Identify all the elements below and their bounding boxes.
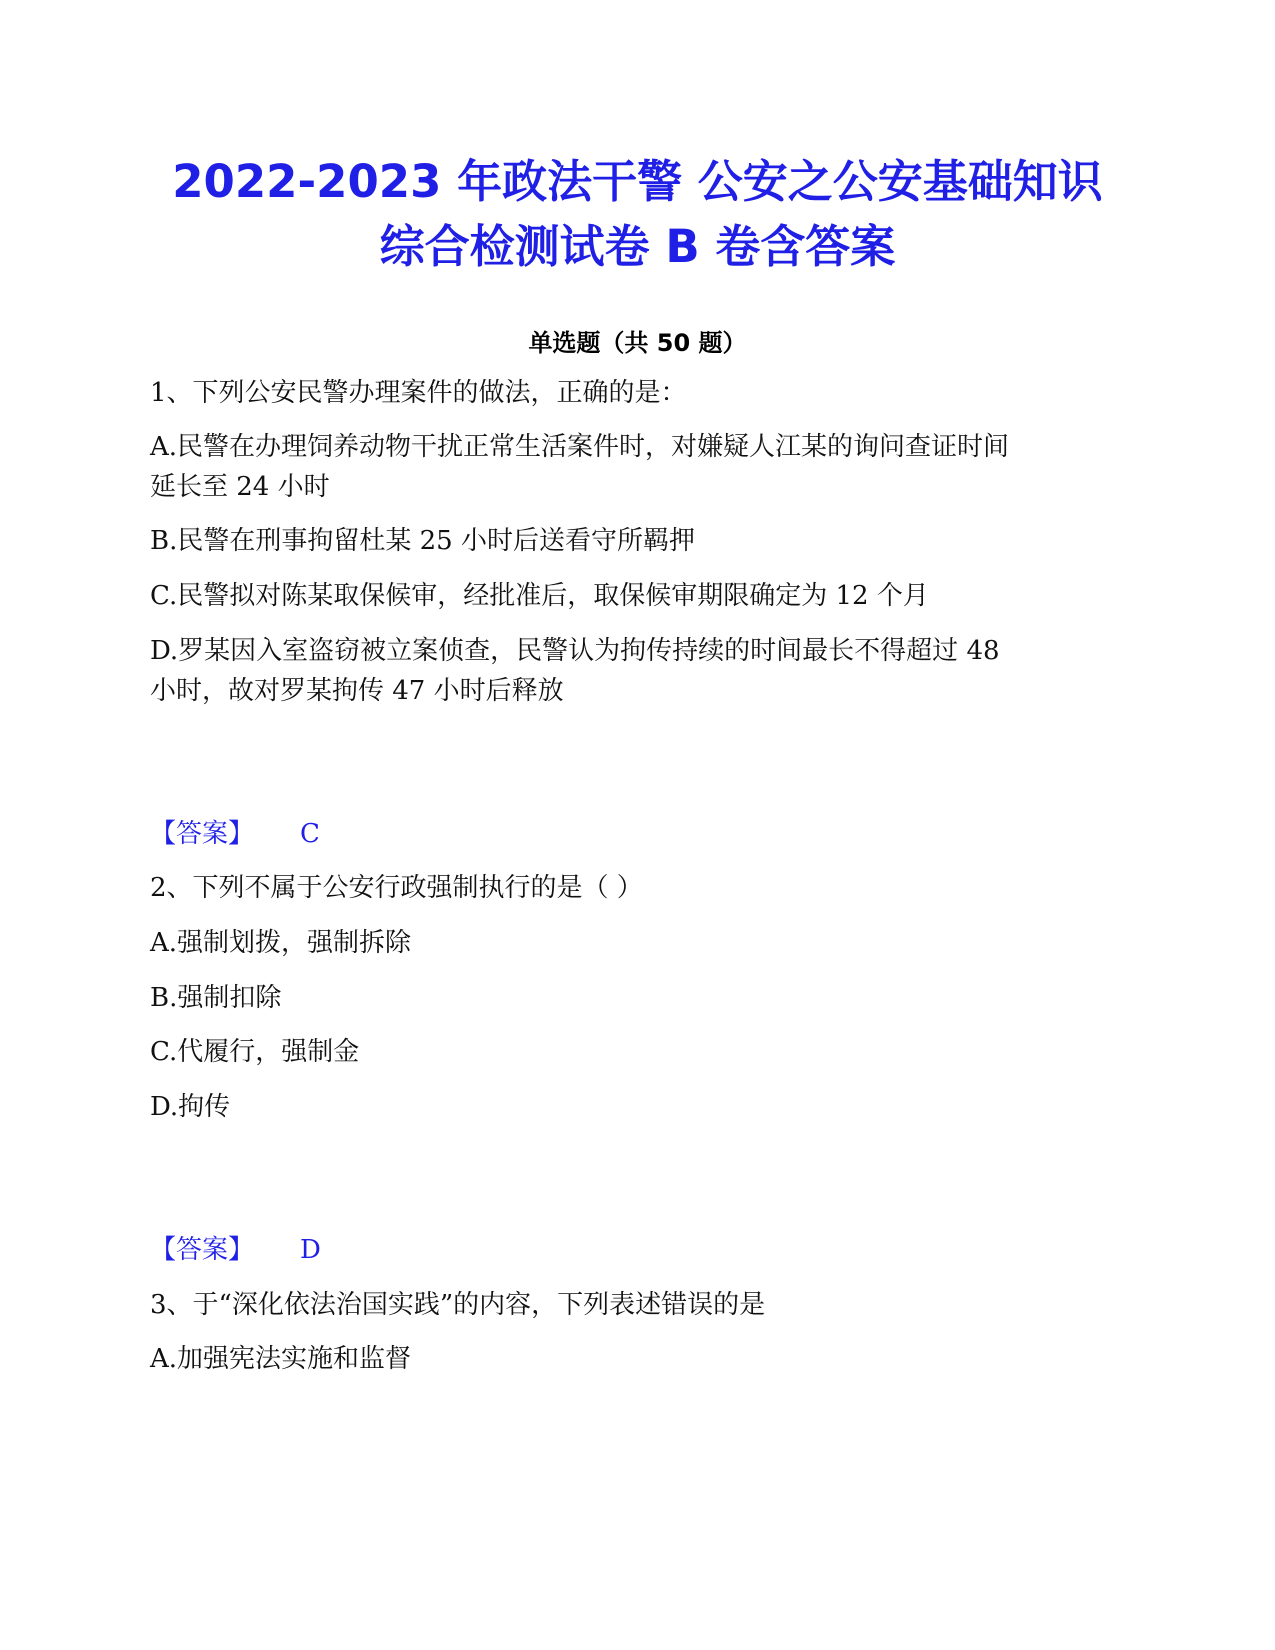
answer-value: D (300, 1235, 321, 1265)
question-2-stem: 2、下列不属于公安行政强制执行的是（ ） (150, 873, 643, 903)
question-2-option-a: A.强制划拨，强制拆除 (150, 928, 412, 958)
question-1-option-a: A.民警在办理饲养动物干扰正常生活案件时，对嫌疑人江某的询问查证时间 (150, 432, 1010, 462)
question-1-answer (150, 815, 320, 853)
section-header: 单选题（共 50 题） (528, 329, 747, 357)
question-3-stem: 3、于“深化依法治国实践”的内容，下列表述错误的是 (150, 1290, 766, 1320)
question-1-option-d-cont: 小时，故对罗某拘传 47 小时后释放 (150, 676, 564, 706)
question-2-option-b: B.强制扣除 (150, 983, 282, 1013)
answer-value: C (300, 819, 320, 849)
question-1-option-d: D.罗某因入室盗窃被立案侦查，民警认为拘传持续的时间最长不得超过 48 (150, 636, 1000, 666)
question-2-option-c: C.代履行，强制金 (150, 1037, 360, 1067)
question-2-answer (150, 1231, 321, 1269)
question-1-option-c: C.民警拟对陈某取保候审，经批准后，取保候审期限确定为 12 个月 (150, 581, 929, 611)
question-3-option-a: A.加强宪法实施和监督 (150, 1344, 412, 1374)
document-title-line-2: 综合检测试卷 B 卷含答案 (379, 220, 896, 273)
answer-label: 【答案】 (150, 819, 255, 849)
question-1-stem: 1、下列公安民警办理案件的做法，正确的是： (150, 378, 687, 408)
answer-label: 【答案】 (150, 1235, 255, 1265)
document-title-line-1: 2022-2023 年政法干警 公安之公安基础知识 (172, 155, 1103, 208)
question-1-option-b: B.民警在刑事拘留杜某 25 小时后送看守所羁押 (150, 526, 695, 556)
question-1-option-a-cont: 延长至 24 小时 (150, 472, 330, 502)
question-2-option-d: D.拘传 (150, 1092, 231, 1122)
